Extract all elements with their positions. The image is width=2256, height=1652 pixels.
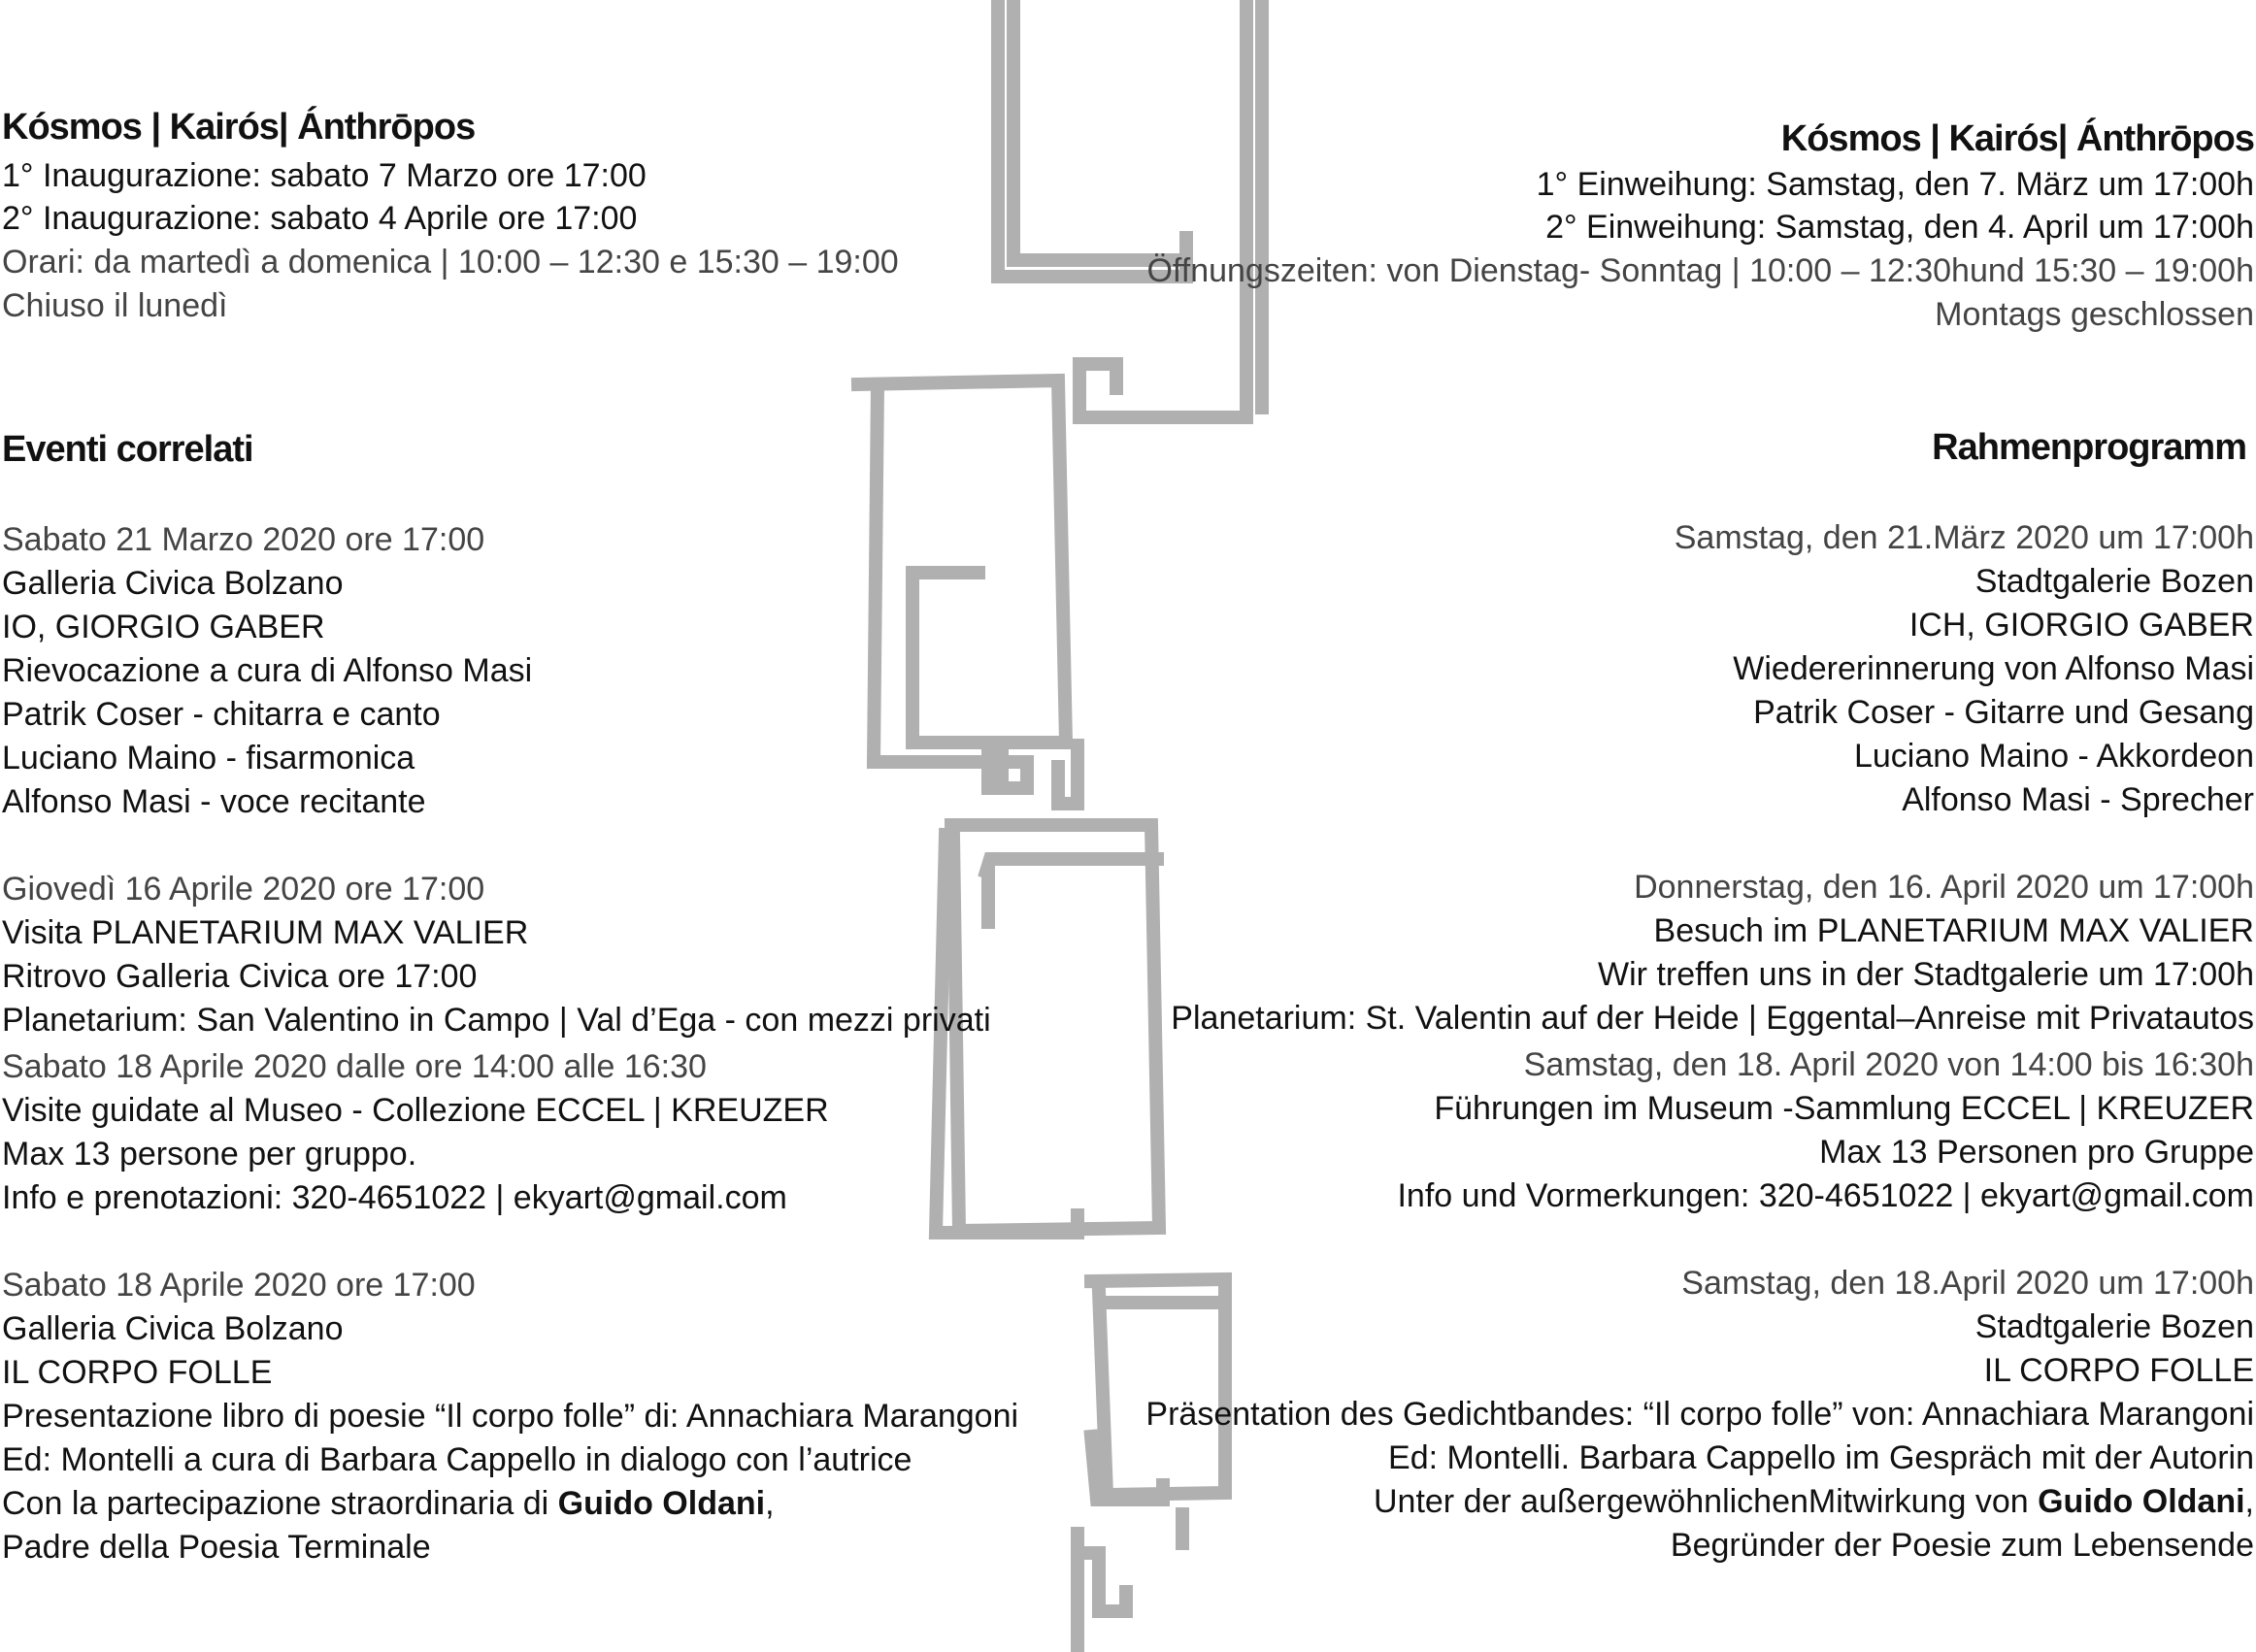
inauguration-2: 2° Inaugurazione: sabato 4 Aprile ore 17:00 bbox=[2, 200, 638, 237]
opening-hours: Öffnungszeiten: von Dienstag- Sonntag | 10:00 – 12:30hund 15:30 – 19:00h bbox=[1146, 252, 2254, 289]
event-4-date: Samstag, den 18.April 2020 um 17:00h bbox=[1681, 1265, 2254, 1302]
exhibition-title: Kósmos | Kairós| Ánthrōpos bbox=[1780, 118, 2254, 159]
event-2-line: Planetarium: St. Valentin auf der Heide | Eggental–Anreise mit Privatautos bbox=[1171, 1000, 2254, 1037]
event-3-line: Max 13 Personen pro Gruppe bbox=[1819, 1134, 2254, 1171]
event-4-line: Ed: Montelli a cura di Barbara Cappello in dialogo con l’autrice bbox=[2, 1441, 912, 1478]
event-1-venue: Stadtgalerie Bozen bbox=[1974, 563, 2254, 600]
inauguration-1: 1° Inaugurazione: sabato 7 Marzo ore 17:00 bbox=[2, 157, 647, 194]
event-1-line: Patrik Coser - Gitarre und Gesang bbox=[1753, 694, 2254, 731]
event-3-line: Visite guidate al Museo - Collezione ECCEL | KREUZER bbox=[2, 1092, 829, 1129]
event-1-line: Patrik Coser - chitarra e canto bbox=[2, 696, 441, 733]
event-2-line: Visita PLANETARIUM MAX VALIER bbox=[2, 914, 529, 951]
event-2-date: Giovedì 16 Aprile 2020 ore 17:00 bbox=[2, 871, 485, 908]
event-2-line: Besuch im PLANETARIUM MAX VALIER bbox=[1653, 912, 2254, 949]
inauguration-2: 2° Einweihung: Samstag, den 4. April um 17:00h bbox=[1545, 209, 2254, 246]
event-1-line: Luciano Maino - Akkordeon bbox=[1853, 738, 2254, 775]
event-4-title: IL CORPO FOLLE bbox=[2, 1354, 273, 1391]
event-1-line: Luciano Maino - fisarmonica bbox=[2, 740, 415, 776]
guest-suffix: , bbox=[2244, 1483, 2254, 1520]
event-2-line: Wir treffen uns in der Stadtgalerie um 17:00h bbox=[1598, 956, 2254, 993]
guest-prefix: Unter der außergewöhnlichenMitwirkung von bbox=[1373, 1483, 2039, 1520]
event-1-title: IO, GIORGIO GABER bbox=[2, 609, 325, 645]
event-3-date: Sabato 18 Aprile 2020 dalle ore 14:00 alle 16:30 bbox=[2, 1048, 707, 1085]
event-1-line: Alfonso Masi - voce recitante bbox=[2, 783, 426, 820]
event-4-venue: Galleria Civica Bolzano bbox=[2, 1310, 344, 1347]
closed-day: Montags geschlossen bbox=[1935, 296, 2254, 333]
event-3-date: Samstag, den 18. April 2020 von 14:00 bis 16:30h bbox=[1523, 1046, 2254, 1083]
guest-prefix: Con la partecipazione straordinaria di bbox=[2, 1485, 558, 1522]
event-3-contact: Info und Vormerkungen: 320-4651022 | ekyart@gmail.com bbox=[1397, 1177, 2254, 1214]
event-1-venue: Galleria Civica Bolzano bbox=[2, 565, 344, 602]
event-3-contact: Info e prenotazioni: 320-4651022 | ekyart@gmail.com bbox=[2, 1179, 787, 1216]
event-4-line: Ed: Montelli. Barbara Cappello im Gespräch mit der Autorin bbox=[1388, 1439, 2254, 1476]
event-4-line: Präsentation des Gedichtbandes: “Il corpo folle” von: Annachiara Marangoni bbox=[1145, 1396, 2254, 1433]
event-4-title: IL CORPO FOLLE bbox=[1983, 1352, 2254, 1389]
event-4-guest-line bbox=[2, 1482, 775, 1525]
inauguration-1: 1° Einweihung: Samstag, den 7. März um 17:00h bbox=[1536, 166, 2254, 203]
event-1-line: Alfonso Masi - Sprecher bbox=[1902, 781, 2254, 818]
event-1-line: Wiedererinnerung von Alfonso Masi bbox=[1733, 650, 2254, 687]
frame-2 bbox=[858, 380, 1078, 804]
event-4-date: Sabato 18 Aprile 2020 ore 17:00 bbox=[2, 1267, 476, 1304]
event-1-date: Samstag, den 21.März 2020 um 17:00h bbox=[1674, 519, 2254, 556]
event-4-line: Begründer der Poesie zum Lebensende bbox=[1670, 1527, 2254, 1564]
opening-hours: Orari: da martedì a domenica | 10:00 – 12:30 e 15:30 – 19:00 bbox=[2, 244, 899, 281]
frame-4 bbox=[1078, 1279, 1225, 1650]
event-4-line: Padre della Poesia Terminale bbox=[2, 1529, 431, 1566]
event-2-line: Ritrovo Galleria Civica ore 17:00 bbox=[2, 958, 478, 995]
events-heading: Eventi correlati bbox=[2, 429, 253, 470]
events-heading: Rahmenprogramm bbox=[1932, 427, 2246, 468]
frame-1 bbox=[998, 0, 1262, 417]
event-3-line: Führungen im Museum -Sammlung ECCEL | KREUZER bbox=[1434, 1090, 2254, 1127]
guest-name: Guido Oldani bbox=[2038, 1483, 2245, 1520]
event-4-venue: Stadtgalerie Bozen bbox=[1974, 1308, 2254, 1345]
event-2-line: Planetarium: San Valentino in Campo | Val d’Ega - con mezzi privati bbox=[2, 1002, 991, 1039]
exhibition-title: Kósmos | Kairós| Ánthrōpos bbox=[2, 107, 476, 148]
event-1-title: ICH, GIORGIO GABER bbox=[1908, 607, 2254, 644]
guest-suffix: , bbox=[765, 1485, 775, 1522]
event-1-date: Sabato 21 Marzo 2020 ore 17:00 bbox=[2, 521, 485, 558]
event-4-guest-line bbox=[1374, 1480, 2254, 1523]
event-1-line: Rievocazione a cura di Alfonso Masi bbox=[2, 652, 533, 689]
guest-name: Guido Oldani bbox=[557, 1485, 766, 1522]
event-3-line: Max 13 persone per gruppo. bbox=[2, 1136, 417, 1173]
event-4-line: Presentazione libro di poesie “Il corpo folle” di: Annachiara Marangoni bbox=[2, 1398, 1019, 1435]
event-2-date: Donnerstag, den 16. April 2020 um 17:00h bbox=[1634, 869, 2254, 906]
closed-day: Chiuso il lunedì bbox=[2, 287, 228, 324]
